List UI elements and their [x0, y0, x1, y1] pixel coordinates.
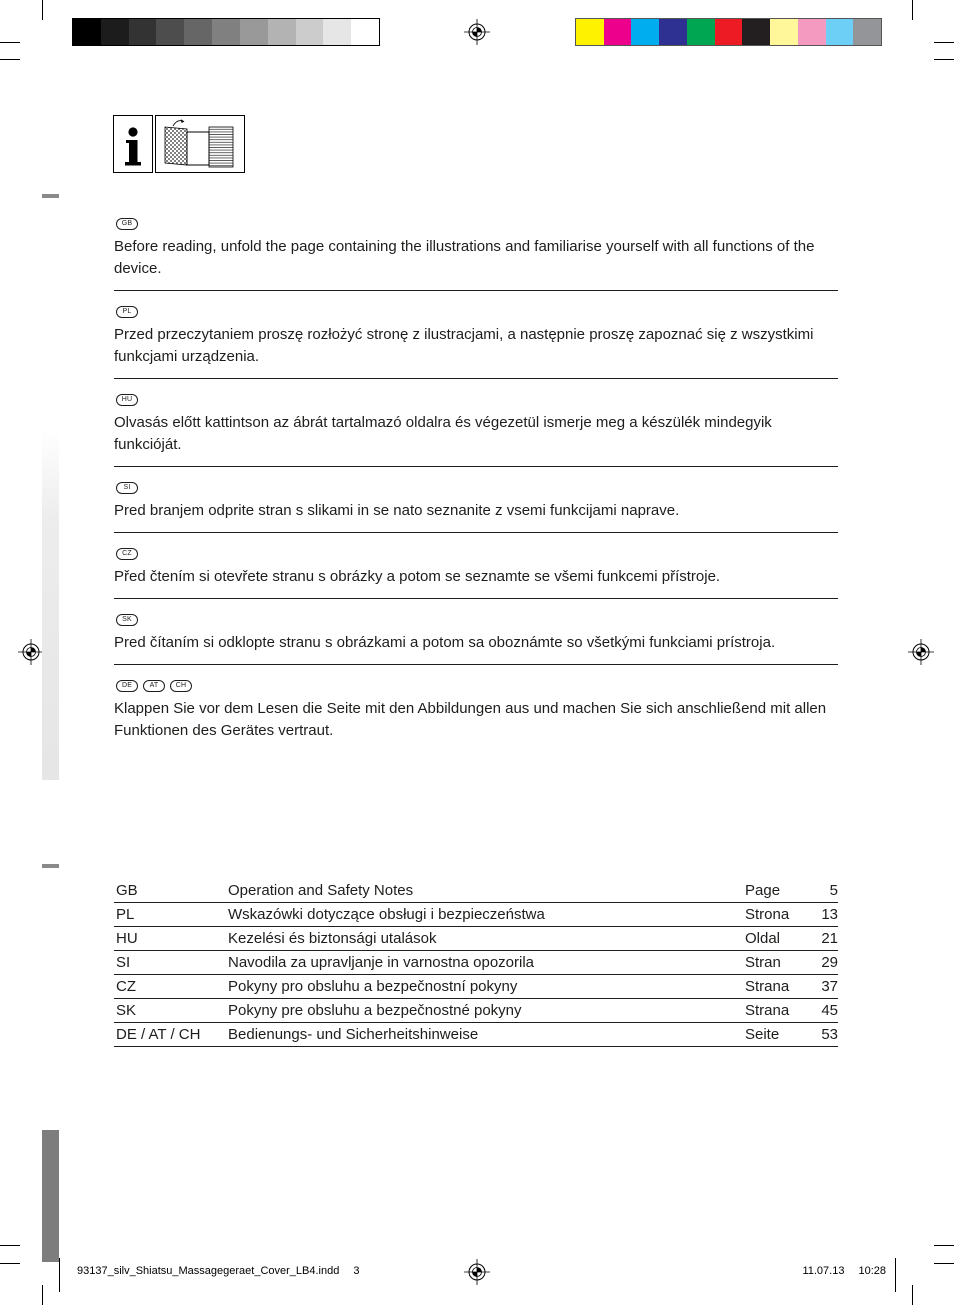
toc-title: Pokyny pre obsluhu a bezpečnostné pokyny [228, 1002, 522, 1019]
toc-page-label: Stran [745, 954, 781, 971]
notice-text: Klappen Sie vor dem Lesen die Seite mit den Abbildungen aus und machen Sie sich anschließend mit allen Funktionen des Gerätes vertraut. [114, 700, 827, 739]
process-color-bar [575, 18, 882, 46]
process-color-swatch [576, 19, 604, 45]
crop-mark [934, 1245, 954, 1246]
crop-mark [934, 1263, 954, 1264]
toc-title: Navodila za upravljanje in varnostna opozorila [228, 954, 535, 971]
notice-text: Pred branjem odprite stran s slikami in se nato seznanite z vsemi funkcijami naprave. [114, 502, 680, 519]
side-gradient-strip [42, 430, 59, 780]
grayscale-swatch [101, 19, 129, 45]
slug-page-number: 3 [353, 1265, 360, 1277]
toc-language-code: SK [116, 1002, 137, 1019]
unfold-notices [114, 218, 838, 752]
toc-page-label: Strana [745, 978, 790, 995]
toc-language-code: SI [116, 954, 131, 971]
toc-page-number: 13 [821, 906, 838, 923]
notice-text: Před čtením si otevřete stranu s obrázky a potom se seznamte se všemi funkcemi přístroje. [114, 568, 721, 585]
crop-mark [912, 0, 913, 20]
language-badges [116, 548, 838, 560]
grayscale-swatch [129, 19, 157, 45]
notice-section-cz [114, 533, 838, 599]
unfold-pages-icon [156, 116, 245, 173]
language-badges [116, 614, 838, 626]
notice-section-sk [114, 599, 838, 665]
grayscale-swatch [240, 19, 268, 45]
crop-mark [934, 59, 954, 60]
notice-text: Pred čítaním si odklopte stranu s obrázkami a potom sa oboznámte so všetkými funkciami prístroja. [114, 634, 776, 651]
toc-row [114, 951, 838, 975]
grayscale-swatch [296, 19, 324, 45]
toc-language-code: CZ [116, 978, 136, 995]
toc-page-label: Page [745, 882, 781, 899]
toc-title: Pokyny pro obsluhu a bezpečnostní pokyny [228, 978, 518, 995]
crop-mark [42, 1285, 43, 1305]
language-badges [116, 306, 838, 318]
language-badge: GB [116, 218, 138, 230]
slug-date: 11.07.13 [802, 1265, 845, 1277]
toc-language-code: HU [116, 930, 138, 947]
slug-timestamp [802, 1264, 886, 1278]
process-color-swatch [604, 19, 632, 45]
process-color-swatch [770, 19, 798, 45]
language-badge: PL [116, 306, 138, 318]
language-badge: CH [170, 680, 192, 692]
crop-mark [895, 1258, 896, 1292]
notice-section-si [114, 467, 838, 533]
info-unfold-pictogram [113, 115, 246, 174]
slug-file-info [77, 1264, 359, 1278]
toc-row [114, 879, 838, 903]
toc-page-label: Strona [745, 906, 790, 923]
notice-text: Przed przeczytaniem proszę rozłożyć stronę z ilustracjami, a następnie proszę zapoznać się z wszystkimi funkcjami urządzenia. [114, 326, 814, 365]
crop-mark [0, 59, 20, 60]
process-color-swatch [742, 19, 770, 45]
toc-page-number: 29 [821, 954, 838, 971]
language-badge: SK [116, 614, 138, 626]
toc-title: Bedienungs- und Sicherheitshinweise [228, 1026, 479, 1043]
notice-text: Before reading, unfold the page containing the illustrations and familiarise yourself with all functions of the device. [114, 238, 815, 277]
toc-page-label: Oldal [745, 930, 781, 947]
notice-section-hu [114, 379, 838, 467]
toc-page-number: 53 [821, 1026, 838, 1043]
side-tab-mark [42, 194, 59, 198]
toc-title: Operation and Safety Notes [228, 882, 414, 899]
process-color-swatch [631, 19, 659, 45]
toc-page-number: 21 [821, 930, 838, 947]
grayscale-swatch [156, 19, 184, 45]
toc-language-code: GB [116, 882, 138, 899]
grayscale-swatch [323, 19, 351, 45]
registration-mark-icon [464, 1259, 490, 1285]
language-badge: CZ [116, 548, 138, 560]
toc-title: Wskazówki dotyczące obsługi i bezpieczeństwa [228, 906, 545, 923]
process-color-swatch [798, 19, 826, 45]
process-color-swatch [715, 19, 743, 45]
grayscale-swatch [268, 19, 296, 45]
registration-mark-icon [18, 639, 44, 665]
toc-row [114, 975, 838, 999]
crop-mark [59, 1258, 60, 1292]
toc-title: Kezelési és biztonsági utalások [228, 930, 437, 947]
language-badge: HU [116, 394, 138, 406]
toc-language-code: DE / AT / CH [116, 1026, 201, 1043]
grayscale-swatch [184, 19, 212, 45]
crop-mark [0, 1263, 20, 1264]
toc-page-number: 45 [821, 1002, 838, 1019]
language-badges [116, 218, 838, 230]
crop-mark [934, 42, 954, 43]
process-color-swatch [853, 19, 881, 45]
registration-mark-icon [908, 639, 934, 665]
table-of-contents [114, 879, 838, 1047]
toc-row [114, 927, 838, 951]
grayscale-swatch [351, 19, 379, 45]
toc-row [114, 999, 838, 1023]
process-color-swatch [826, 19, 854, 45]
toc-page-number: 5 [829, 882, 838, 899]
language-badge: DE [116, 680, 138, 692]
toc-page-number: 37 [821, 978, 838, 995]
language-badge: AT [143, 680, 165, 692]
language-badge: SI [116, 482, 138, 494]
side-tab-mark [42, 864, 59, 868]
language-badges [116, 482, 838, 494]
notice-section-pl [114, 291, 838, 379]
crop-mark [0, 42, 20, 43]
info-icon [114, 116, 153, 173]
notice-text: Olvasás előtt kattintson az ábrát tartalmazó oldalra és végezetül ismerje meg a készülék mindegyik funkcióját. [114, 414, 772, 453]
toc-language-code: PL [116, 906, 135, 923]
slug-time: 10:28 [858, 1265, 886, 1277]
process-color-swatch [659, 19, 687, 45]
process-color-swatch [687, 19, 715, 45]
crop-mark [912, 1285, 913, 1305]
toc-page-label: Seite [745, 1026, 780, 1043]
grayscale-swatch [73, 19, 101, 45]
language-badges [116, 394, 838, 406]
crop-mark [0, 1245, 20, 1246]
slug-file-name: 93137_silv_Shiatsu_Massagegeraet_Cover_LB4.indd [77, 1265, 340, 1277]
side-dark-bar [42, 1130, 59, 1262]
notice-section-gb [114, 218, 838, 291]
crop-mark [42, 0, 43, 20]
toc-row [114, 903, 838, 927]
language-badges [116, 680, 838, 692]
grayscale-swatch [212, 19, 240, 45]
toc-page-label: Strana [745, 1002, 790, 1019]
toc-row [114, 1023, 838, 1047]
registration-mark-icon [464, 19, 490, 45]
grayscale-color-bar [72, 18, 380, 46]
notice-section-de-at-ch [114, 665, 838, 752]
